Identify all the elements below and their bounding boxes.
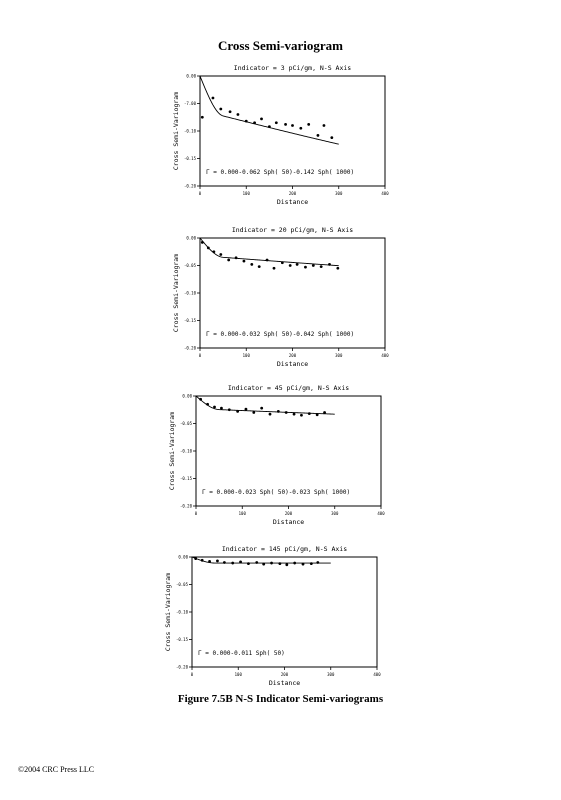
- data-point: [247, 562, 250, 565]
- model-curve: [196, 396, 335, 414]
- data-point: [201, 241, 204, 244]
- data-point: [269, 413, 272, 416]
- y-tick-label: -0.05: [183, 263, 196, 268]
- x-tick-label: 200: [284, 511, 293, 516]
- chart-title: Indicator = 45 pCi/gm, N-S Axis: [227, 384, 350, 392]
- data-point: [239, 561, 242, 564]
- y-tick-label: 0.00: [186, 235, 196, 241]
- data-point: [323, 411, 326, 414]
- x-tick-label: 400: [381, 191, 389, 196]
- variogram-chart-20-pci: [168, 222, 398, 372]
- data-point: [270, 562, 273, 565]
- data-point: [255, 561, 258, 564]
- data-point: [219, 108, 222, 111]
- y-tick-label: 0.00: [178, 554, 188, 560]
- data-point: [227, 259, 230, 262]
- y-tick-label: -0.20: [179, 503, 192, 509]
- data-point: [312, 264, 315, 267]
- data-point: [235, 256, 238, 259]
- y-tick-label: -7.00: [183, 101, 196, 106]
- data-point: [212, 250, 215, 253]
- data-point: [252, 411, 255, 414]
- y-tick-label: -0.10: [183, 290, 196, 296]
- x-tick-label: 100: [242, 353, 250, 358]
- y-tick-label: -0.10: [179, 448, 192, 454]
- data-point: [281, 261, 284, 264]
- model-curve: [200, 238, 339, 266]
- figure-caption: Figure 7.5B N-S Indicator Semi-variograms: [177, 693, 384, 705]
- model-curve: [192, 557, 331, 563]
- chart-title: Indicator = 145 pCi/gm, N-S Axis: [221, 545, 348, 553]
- data-point: [308, 412, 311, 415]
- data-point: [194, 557, 197, 560]
- data-point: [243, 260, 246, 263]
- data-point: [201, 559, 204, 562]
- y-axis-label: Cross Semi-Variogram: [168, 411, 176, 491]
- data-point: [273, 267, 276, 270]
- data-point: [260, 118, 263, 121]
- y-tick-label: -0.20: [175, 664, 188, 670]
- data-point: [223, 561, 226, 564]
- data-point: [285, 563, 288, 566]
- y-tick-label: 0.00: [182, 393, 192, 399]
- y-tick-label: -0.10: [175, 609, 188, 615]
- data-point: [262, 563, 265, 566]
- x-tick-label: 300: [335, 353, 343, 358]
- data-point: [284, 123, 287, 126]
- variogram-chart-145-pci: [160, 541, 390, 691]
- data-point: [228, 408, 231, 411]
- x-tick-label: 0: [190, 672, 194, 677]
- x-tick-label: 100: [234, 672, 242, 677]
- y-tick-label: -0.20: [183, 183, 196, 189]
- y-axis-label: Cross Semi-Variogram: [172, 253, 180, 333]
- data-point: [212, 97, 215, 100]
- data-point: [260, 407, 263, 410]
- data-point: [293, 413, 296, 416]
- data-point: [231, 562, 234, 565]
- chart-title: Indicator = 20 pCi/gm, N-S Axis: [231, 226, 354, 234]
- y-axis-label: Cross Semi-Variogram: [172, 91, 180, 171]
- data-point: [207, 247, 210, 250]
- data-point: [291, 124, 294, 127]
- data-point: [299, 127, 302, 130]
- x-axis-label: Distance: [276, 360, 309, 368]
- y-tick-label: -0.20: [183, 345, 196, 351]
- page-title: Cross Semi-variogram: [217, 38, 344, 53]
- data-point: [266, 259, 269, 262]
- x-axis-label: Distance: [272, 518, 305, 526]
- data-point: [316, 413, 319, 416]
- data-point: [296, 263, 299, 266]
- data-point: [237, 113, 240, 116]
- data-point: [201, 116, 204, 119]
- x-axis-label: Distance: [268, 679, 301, 687]
- y-axis-label: Cross Semi-Variogram: [164, 572, 172, 652]
- x-tick-label: 200: [280, 672, 289, 677]
- variogram-chart-3-pci: [168, 60, 398, 210]
- data-point: [245, 408, 248, 411]
- x-tick-label: 100: [242, 191, 250, 196]
- data-point: [236, 410, 239, 413]
- data-point: [328, 263, 331, 266]
- data-point: [320, 265, 323, 268]
- data-point: [285, 411, 288, 414]
- x-tick-label: 400: [381, 353, 389, 358]
- x-tick-label: 400: [373, 672, 381, 677]
- data-point: [323, 124, 326, 127]
- data-point: [213, 406, 216, 409]
- variogram-chart-45-pci: [164, 380, 394, 530]
- data-point: [277, 410, 280, 413]
- data-point: [293, 562, 296, 565]
- x-tick-label: 200: [288, 191, 297, 196]
- x-tick-label: 300: [331, 511, 339, 516]
- data-point: [304, 266, 307, 269]
- y-tick-label: -0.10: [183, 128, 196, 134]
- data-point: [275, 121, 278, 124]
- data-point: [310, 562, 313, 565]
- x-tick-label: 400: [377, 511, 385, 516]
- model-equation: Γ = 0.000-0.011 Sph( 50): [198, 650, 285, 657]
- data-point: [208, 560, 211, 563]
- x-tick-label: 100: [238, 511, 246, 516]
- data-point: [307, 123, 310, 126]
- y-tick-label: -0.15: [175, 637, 188, 642]
- x-tick-label: 0: [198, 191, 202, 196]
- data-point: [253, 121, 256, 124]
- y-tick-label: -0.05: [179, 421, 192, 426]
- data-point: [258, 265, 261, 268]
- x-tick-label: 300: [327, 672, 335, 677]
- data-point: [330, 136, 333, 139]
- data-point: [300, 414, 303, 417]
- data-point: [336, 267, 339, 270]
- data-point: [278, 562, 281, 565]
- data-point: [220, 407, 223, 410]
- x-tick-label: 300: [335, 191, 343, 196]
- model-equation: Γ = 0.000-0.062 Sph( 50)-0.142 Sph( 1000): [206, 169, 355, 176]
- data-point: [219, 253, 222, 256]
- x-axis-label: Distance: [276, 198, 309, 206]
- copyright-notice: ©2004 CRC Press LLC: [18, 765, 95, 774]
- y-tick-label: -0.15: [183, 156, 196, 161]
- y-tick-label: -0.05: [175, 582, 188, 587]
- data-point: [302, 563, 305, 566]
- y-tick-label: -0.15: [183, 318, 196, 323]
- chart-title: Indicator = 3 pCi/gm, N-S Axis: [233, 64, 352, 72]
- data-point: [216, 559, 219, 562]
- model-equation: Γ = 0.000-0.023 Sph( 50)-0.023 Sph( 1000): [202, 489, 351, 496]
- y-tick-label: 0.00: [186, 73, 196, 79]
- data-point: [250, 263, 253, 266]
- x-tick-label: 0: [198, 353, 202, 358]
- data-point: [206, 403, 209, 406]
- data-point: [317, 134, 320, 137]
- data-point: [229, 110, 232, 113]
- model-equation: Γ = 0.000-0.032 Sph( 50)-0.042 Sph( 1000): [206, 331, 355, 338]
- data-point: [316, 561, 319, 564]
- data-point: [268, 125, 271, 128]
- y-tick-label: -0.15: [179, 476, 192, 481]
- x-tick-label: 200: [288, 353, 297, 358]
- x-tick-label: 0: [194, 511, 198, 516]
- data-point: [245, 120, 248, 123]
- data-point: [289, 264, 292, 267]
- data-point: [199, 398, 202, 401]
